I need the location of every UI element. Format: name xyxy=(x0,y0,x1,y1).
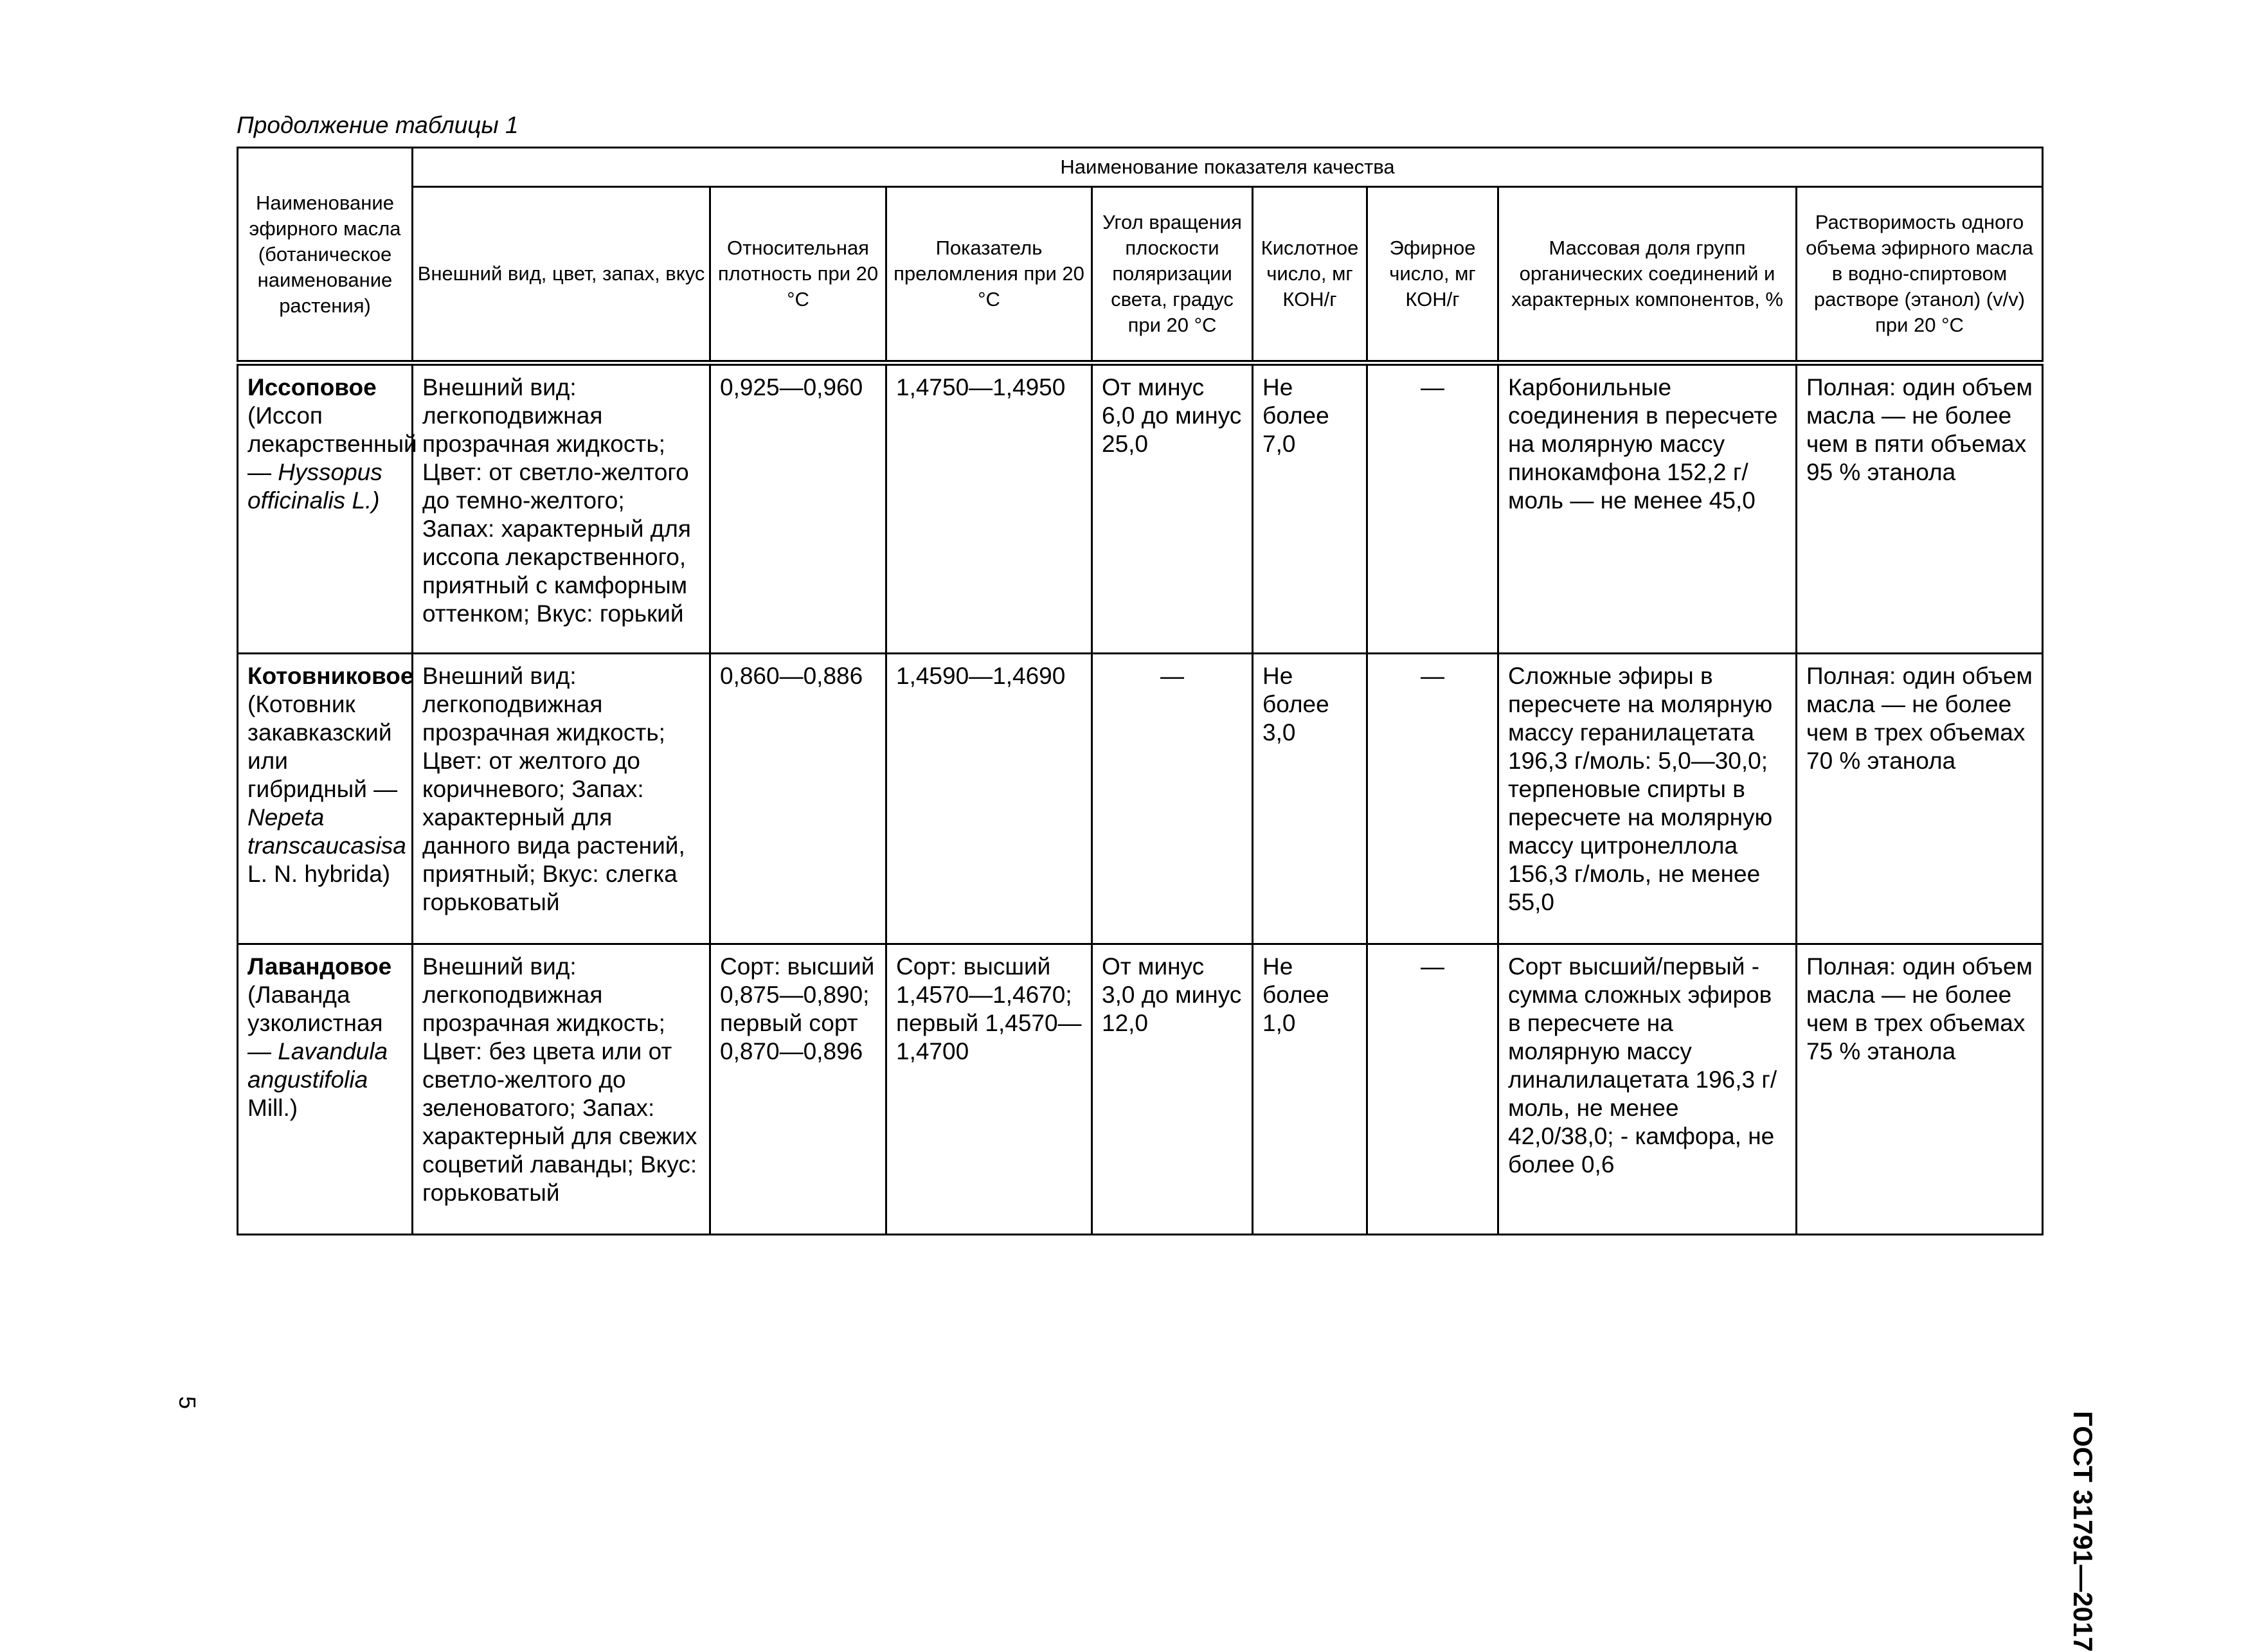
oil-latin: Lavandula angustifolia xyxy=(247,1038,388,1093)
acid-cell: Не более 7,0 xyxy=(1253,363,1367,654)
header-row-2 xyxy=(238,187,2043,363)
mass-fraction-cell: Карбонильные соединения в пересчете на молярную массу пинокамфона 152,2 г/моль — не менее 45,0 xyxy=(1498,363,1797,654)
refraction-cell: Сорт: высший 1,4570—1,4670; первый 1,4570—1,4700 xyxy=(886,944,1092,1235)
mass-fraction-cell: Сорт высший/первый - сумма сложных эфиров в пересчете на молярную массу линалилацетата 196,3 г/моль, не менее 42,0/38,0; - камфора, не более 0,6 xyxy=(1498,944,1797,1235)
table-row xyxy=(238,654,2043,944)
appearance-cell: Внешний вид: легкоподвижная прозрачная жидкость; Цвет: от желтого до коричневого; Запах: характерный для данного вида растений, приятный; Вкус: слегка горьковатый xyxy=(413,654,710,944)
ester-cell: — xyxy=(1367,363,1498,654)
oil-name: Иссоповое xyxy=(247,374,377,400)
solubility-cell: Полная: один объем масла — не более чем в трех объемах 75 % этанола xyxy=(1797,944,2043,1235)
oil-name-cell xyxy=(238,363,417,654)
density-cell: Сорт: высший 0,875—0,890; первый сорт 0,870—0,896 xyxy=(710,944,886,1235)
oil-name: Лавандовое xyxy=(247,953,392,980)
mass-fraction-cell: Сложные эфиры в пересчете на молярную массу геранилацетата 196,3 г/моль: 5,0—30,0; терпеновые спирты в пересчете на молярную массу цитронеллола 156,3 г/моль, не менее 55,0 xyxy=(1498,654,1797,944)
header-rotation: Угол вращения плоскости поляризации света, градус при 20 °С xyxy=(1092,187,1253,363)
refraction-cell: 1,4590—1,4690 xyxy=(886,654,1092,944)
density-cell: 0,860—0,886 xyxy=(710,654,886,944)
refraction-cell: 1,4750—1,4950 xyxy=(886,363,1092,654)
rotation-cell: От минус 3,0 до минус 12,0 xyxy=(1092,944,1253,1235)
header-solubility: Растворимость одного объема эфирного масла в водно-спиртовом растворе (этанол) (v/v) при 20 °С xyxy=(1797,187,2043,363)
page-number: 5 xyxy=(174,1396,201,1410)
oil-latin: Hyssopus officinalis L.) xyxy=(247,459,382,514)
table-row xyxy=(238,363,2043,654)
header-density: Относительная плотность при 20 °С xyxy=(710,187,886,363)
ester-cell: — xyxy=(1367,654,1498,944)
acid-cell: Не более 3,0 xyxy=(1253,654,1367,944)
acid-cell: Не более 1,0 xyxy=(1253,944,1367,1235)
oil-botanical: (Котовник закавказский или гибридный — xyxy=(247,691,398,802)
standard-designation: ГОСТ 31791—2017 xyxy=(2068,1411,2098,1652)
header-refraction: Показатель преломления при 20 °С xyxy=(886,187,1092,363)
header-appearance: Внешний вид, цвет, запах, вкус xyxy=(413,187,710,363)
oil-latin: Nepeta transcaucasisa xyxy=(247,804,406,859)
table-caption: Продолжение таблицы 1 xyxy=(237,112,519,138)
oil-botanical: (Лаванда узколистная — xyxy=(247,982,383,1064)
solubility-cell: Полная: один объем масла — не более чем в пяти объемах 95 % этанола xyxy=(1797,363,2043,654)
oil-botanical: (Иссоп лекарственный — xyxy=(247,402,417,485)
appearance-cell: Внешний вид: легкоподвижная прозрачная жидкость; Цвет: от светло-желтого до темно-желтого; Запах: характерный для иссопа лекарственного, приятный с камфорным оттенком; Вкус: горький xyxy=(413,363,710,654)
header-oil-name: Наименование эфирного масла (ботаническое наименование растения) xyxy=(238,148,413,363)
rotation-cell: От минус 6,0 до минус 25,0 xyxy=(1092,363,1253,654)
oil-latin-tail: Mill.) xyxy=(247,1095,298,1121)
ester-cell: — xyxy=(1367,944,1498,1235)
header-row-1 xyxy=(238,148,2043,187)
solubility-cell: Полная: один объем масла — не более чем в трех объемах 70 % этанола xyxy=(1797,654,2043,944)
oil-name-cell xyxy=(238,654,413,944)
oil-name-cell xyxy=(238,944,413,1235)
header-ester: Эфирное число, мг КОН/г xyxy=(1367,187,1498,363)
header-mass-fraction: Массовая доля групп органических соединений и характерных компонентов, % xyxy=(1498,187,1797,363)
header-acid: Кислотное число, мг КОН/г xyxy=(1253,187,1367,363)
oil-name: Котовниковое xyxy=(247,663,414,689)
table-row xyxy=(238,944,2043,1235)
rotation-cell: — xyxy=(1092,654,1253,944)
density-cell: 0,925—0,960 xyxy=(710,363,886,654)
header-quality-group: Наименование показателя качества xyxy=(413,148,2043,187)
oil-latin-tail: L. N. hybrida) xyxy=(247,861,391,887)
quality-table xyxy=(237,147,2044,1235)
appearance-cell: Внешний вид: легкоподвижная прозрачная жидкость; Цвет: без цвета или от светло-желтого до зеленоватого; Запах: характерный для свежих соцветий лаванды; Вкус: горьковатый xyxy=(413,944,710,1235)
